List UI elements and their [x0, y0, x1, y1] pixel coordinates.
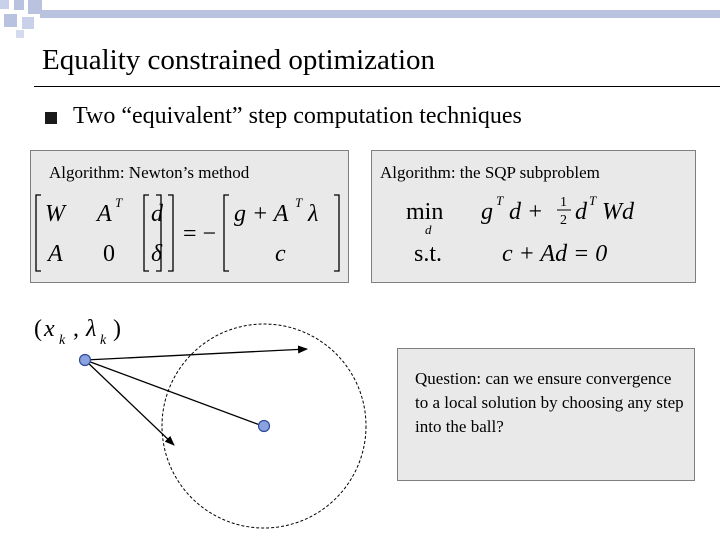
iterate-sub-k1: k [59, 333, 66, 348]
equals-minus: = − [183, 221, 217, 247]
subject-to: s.t. [414, 241, 443, 267]
ball-center-point [259, 421, 270, 432]
obj-wd: Wd [602, 199, 634, 225]
rhs-lambda: λ [308, 201, 319, 227]
matrix-at-sup: T [115, 195, 123, 210]
min-operator: min [406, 199, 444, 225]
constraint: c + Ad = 0 [502, 241, 608, 267]
vector-d: d [151, 201, 163, 227]
obj-d2: d [575, 199, 587, 225]
slide-title: Equality constrained optimization [42, 44, 436, 76]
step-arrow-to-center [85, 360, 260, 425]
current-iterate-point [80, 355, 91, 366]
iterate-close-paren: ) [113, 316, 121, 342]
iterate-open-paren: ( [34, 316, 42, 342]
matrix-w: W [45, 201, 65, 227]
matrix-at: A [97, 201, 112, 227]
iterate-comma: , [73, 316, 79, 342]
obj-sup-t1: T [496, 193, 504, 208]
question-text: Question: can we ensure convergence to a local solution by choosing any step into the ball? [415, 369, 684, 436]
half-denominator: 2 [560, 213, 567, 228]
iterate-lambda: λ [86, 316, 97, 342]
iterate-sub-k2: k [100, 333, 107, 348]
bullet-text: Two “equivalent” step computation techniques [73, 103, 522, 129]
iterate-x: x [44, 316, 55, 342]
obj-g: g [481, 199, 493, 225]
question-box [397, 348, 695, 481]
sqp-label: Algorithm: the SQP subproblem [380, 163, 600, 182]
step-arrow-down [85, 360, 174, 445]
vector-delta: δ [151, 241, 163, 267]
min-subscript: d [425, 222, 432, 237]
rhs-c: c [275, 241, 286, 267]
matrix-zero: 0 [103, 241, 115, 267]
rhs-g-plus-a: g + A [234, 201, 289, 227]
newton-label: Algorithm: Newton’s method [49, 163, 250, 182]
matrix-a: A [48, 241, 63, 267]
half-numerator: 1 [560, 195, 567, 210]
obj-sup-t2: T [589, 193, 597, 208]
rhs-sup-t: T [295, 195, 303, 210]
obj-d-plus: d + [509, 199, 544, 225]
step-arrow-outside-right [85, 349, 307, 360]
iterate-label [34, 316, 121, 348]
